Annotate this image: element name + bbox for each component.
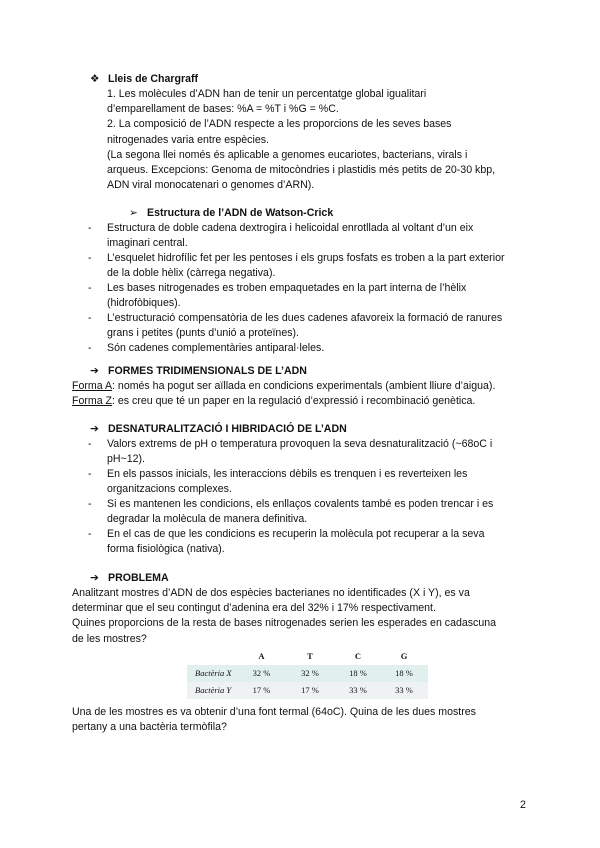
problema-line: Quines proporcions de la resta de bases nitrogenades serien les esperades en cadascuna — [72, 617, 497, 630]
table-header-cell: A — [258, 651, 265, 661]
table-row — [187, 682, 428, 699]
table-cell: 17 % — [239, 682, 284, 699]
chargaff-line: ADN viral monocatenari o genomes d’ARN). — [107, 179, 315, 192]
dash-bullet: - — [88, 342, 92, 354]
dash-bullet: - — [88, 468, 92, 480]
desnat-item-line: degradar la molècula de manera definitiva. — [107, 513, 308, 526]
chargaff-line: nitrogenades varia entre espècies. — [107, 133, 269, 146]
desnat-title: DESNATURALITZACIÓ I HIBRIDACIÓ DE L’ADN — [108, 423, 347, 435]
table-header-row — [187, 648, 428, 665]
formes-heading — [90, 364, 307, 379]
table-cell: Bactèria Y — [187, 682, 239, 699]
problema-line: de les mostres? — [72, 632, 147, 645]
desnat-item-line: Valors extrems de pH o temperatura provoquen la seva desnaturalització (~68oC i — [107, 438, 493, 450]
arrow-right-icon: ➔ — [90, 423, 99, 435]
table-cell: Bactèria X — [187, 665, 239, 682]
watson-title: Estructura de l’ADN de Watson-Crick — [147, 207, 334, 219]
desnat-item-line: En el cas de que les condicions es recuperin la molècula pot recuperar a la seva — [107, 528, 485, 540]
chargaff-heading — [90, 72, 198, 87]
arrow-right-icon: ➔ — [90, 365, 99, 377]
problema-line: Analitzant mostres d’ADN de dos espècies bacterianes no identificades (X i Y), es va — [72, 587, 470, 599]
watson-item-line: Són cadenes complementàries antiparal·leles. — [107, 342, 325, 354]
chargaff-body — [107, 87, 547, 193]
chargaff-title: Lleis de Chargraff — [108, 73, 199, 85]
dash-bullet: - — [88, 438, 92, 450]
watson-item-line: Estructura de doble cadena dextrogira i helicoidal enrotllada al voltant d’un eix — [107, 222, 474, 234]
dash-bullet: - — [88, 252, 92, 264]
table-cell: 33 % — [336, 682, 380, 699]
watson-item-line: Les bases nitrogenades es troben empaquetades en la part interna de l’hèlix — [107, 282, 467, 294]
watson-heading — [129, 206, 333, 221]
chargaff-line: (La segona llei només és aplicable a genomes eucariotes, bacterians, virals i — [107, 148, 468, 161]
chargaff-line: 1. Les molècules d’ADN han de tenir un percentatge global igualitari — [107, 88, 427, 100]
table-cell: 18 % — [380, 665, 428, 682]
dash-bullet: - — [88, 312, 92, 324]
table-cell: 32 % — [239, 665, 284, 682]
desnat-item-line: Si es mantenen les condicions, els enllaços covalents també es poden trencar i es — [107, 498, 494, 510]
watson-item-line: L’esquelet hidrofílic fet per les pentoses i els grups fosfats es troben a la part exterior — [107, 252, 505, 264]
desnat-heading — [90, 422, 347, 437]
forma-a-line — [72, 379, 542, 394]
table-header-cell: G — [400, 651, 408, 661]
watson-item-line: grans i petites (punts d’unió a proteïnes). — [107, 327, 299, 340]
problema-heading — [90, 571, 169, 586]
chargaff-line: arqueus. Excepcions: Genoma de mitocòndries i plastidis més petits de 20-30 kbp, — [107, 164, 496, 177]
problema-question-line: Una de les mostres es va obtenir d’una font termal (64oC). Quina de les dues mostres — [72, 706, 476, 718]
dash-bullet: - — [88, 222, 92, 234]
desnat-item-line: forma fisiològica (nativa). — [107, 543, 225, 556]
dash-bullet: - — [88, 528, 92, 540]
table-cell: 32 % — [284, 665, 336, 682]
chargaff-line: 2. La composició de l’ADN respecte a les proporcions de les seves bases — [107, 118, 452, 131]
desnat-item-line: En els passos inicials, les interaccions dèbils es trenquen i es reverteixen les — [107, 468, 468, 480]
chargaff-line — [107, 102, 547, 117]
chargaff-line-text: d’emparellament de bases: %A = %T i %G = %C. — [107, 103, 339, 116]
base-composition-table — [187, 648, 428, 699]
page-number: 2 — [520, 799, 526, 811]
table-header-cell: T — [307, 651, 313, 661]
problema-question — [72, 705, 552, 735]
table-cell: 17 % — [284, 682, 336, 699]
problema-question-line: pertany a una bactèria termòfila? — [72, 721, 227, 734]
watson-item-line: de la doble hèlix (càrrega negativa). — [107, 267, 276, 280]
problema-title: PROBLEMA — [108, 572, 169, 584]
arrowhead-bullet-icon: ➢ — [129, 207, 138, 219]
forma-z-label: Forma Z — [72, 395, 113, 407]
formes-title: FORMES TRIDIMENSIONALS DE L’ADN — [108, 365, 307, 377]
desnat-item-line: pH~12). — [107, 453, 145, 466]
forma-a-label: Forma A — [72, 380, 113, 392]
forma-z-text: : es creu que té un paper en la regulació d’expressió i recombinació genètica. — [112, 395, 476, 407]
table-header-cell: C — [354, 651, 362, 661]
forma-z-line — [72, 394, 542, 409]
arrow-right-icon: ➔ — [90, 572, 99, 584]
desnat-item-line: organitzacions complexes. — [107, 483, 232, 496]
table-cell: 18 % — [336, 665, 380, 682]
dash-bullet: - — [88, 498, 92, 510]
watson-item-line: (hidrofòbiques). — [107, 297, 181, 310]
table-row — [187, 665, 428, 682]
dash-bullet: - — [88, 282, 92, 294]
diamond-bullet-icon: ❖ — [90, 73, 100, 85]
watson-item-line: imaginari central. — [107, 237, 188, 250]
table-cell: 33 % — [380, 682, 428, 699]
forma-a-text: : només ha pogut ser aïllada en condicions experimentals (ambient lliure d’aigua). — [112, 380, 496, 392]
problema-line: determinar que el seu contingut d’adenina era del 32% i 17% respectivament. — [72, 602, 436, 615]
problema-body — [72, 586, 552, 647]
watson-item-line: L’estructuració compensatòria de les dues cadenes afavoreix la formació de ranures — [107, 312, 503, 324]
table-header-cell — [187, 648, 239, 665]
